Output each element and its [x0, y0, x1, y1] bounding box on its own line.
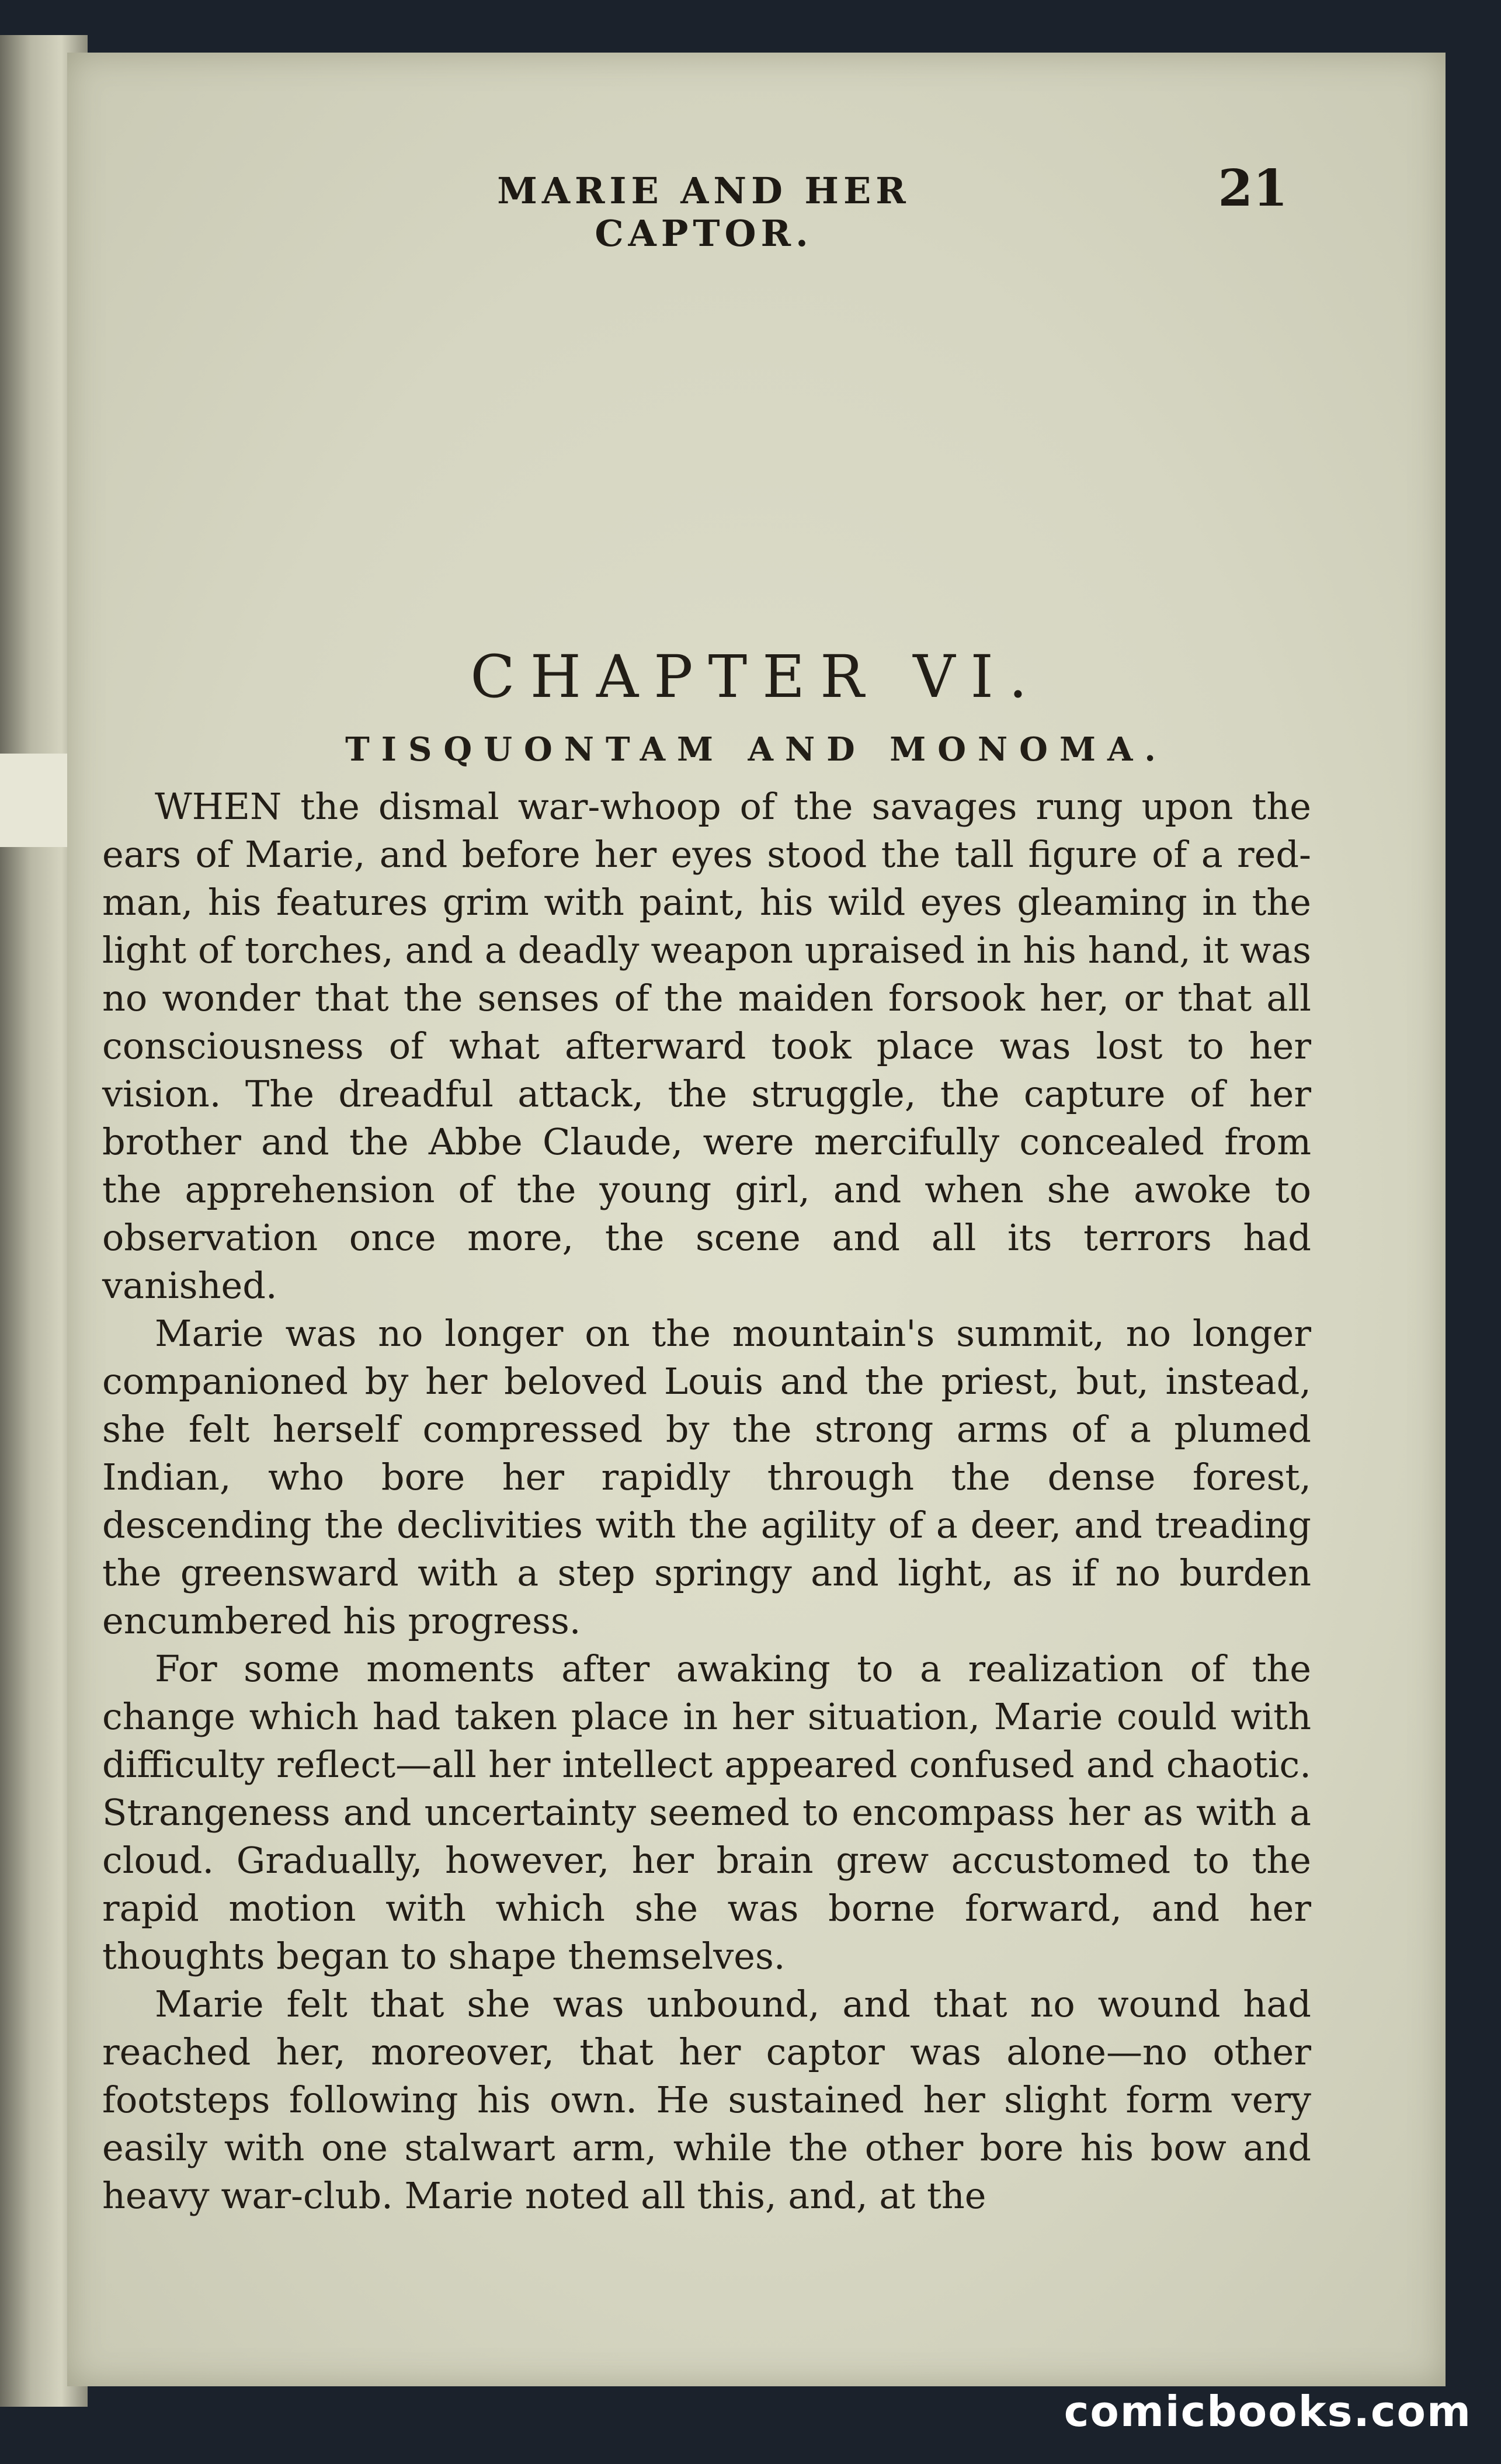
- page-number: 21: [1218, 159, 1288, 218]
- paragraph: WHEN the dismal war-whoop of the savages rung upon the ears of Marie, and before her eyes stood the tall figure of a red-man, his features grim with paint, his wild eyes gleaming in the light of torches, and a deadly weapon upraised in his hand, it was no wonder that the senses of the maiden forsook her, or that all consciousness of what afterward took place was lost to her vision. The dreadful attack, the struggle, the capture of her brother and the Abbe Claude, were mercifully concealed from the apprehension of the young girl, and when she awoke to observation once more, the scene and all its terrors had vanished.: [102, 785, 1311, 1307]
- body-text: [102, 783, 1311, 2220]
- running-head: [67, 159, 1446, 255]
- chapter-heading: CHAPTER VI.: [470, 643, 1043, 711]
- paragraph: Marie was no longer on the mountain's summit, no longer companioned by her beloved Louis and the priest, but, instead, she felt herself compressed by the strong arms of a plumed Indian, who bore her rapidly through the dense forest, descending the declivities with the agility of a deer, and treading the greensward with a step springy and light, as if no burden encumbered his progress.: [102, 1312, 1311, 1642]
- book-page: [67, 53, 1446, 2386]
- chapter-subtitle: TISQUONTAM AND MONOMA.: [345, 730, 1168, 769]
- paragraph: For some moments after awaking to a realization of the change which had taken place in her situation, Marie could with difficulty reflect—all her intellect appeared confused and chaotic. Strangeness and uncertainty seemed to encompass her as with a cloud. Gradually, however, her brain grew accustomed to the rapid motion with which she was borne forward, and her thoughts began to shape themselves.: [102, 1647, 1311, 1977]
- watermark: comicbooks.com: [1064, 2387, 1472, 2436]
- paragraph: Marie felt that she was unbound, and that no wound had reached her, moreover, that her captor was alone—no other footsteps following his own. He sustained her slight form very easily with one stalwart arm, while the other bore his bow and heavy war-club. Marie noted all this, and, at the: [102, 1983, 1311, 2217]
- running-title: MARIE AND HER CAPTOR.: [497, 169, 911, 255]
